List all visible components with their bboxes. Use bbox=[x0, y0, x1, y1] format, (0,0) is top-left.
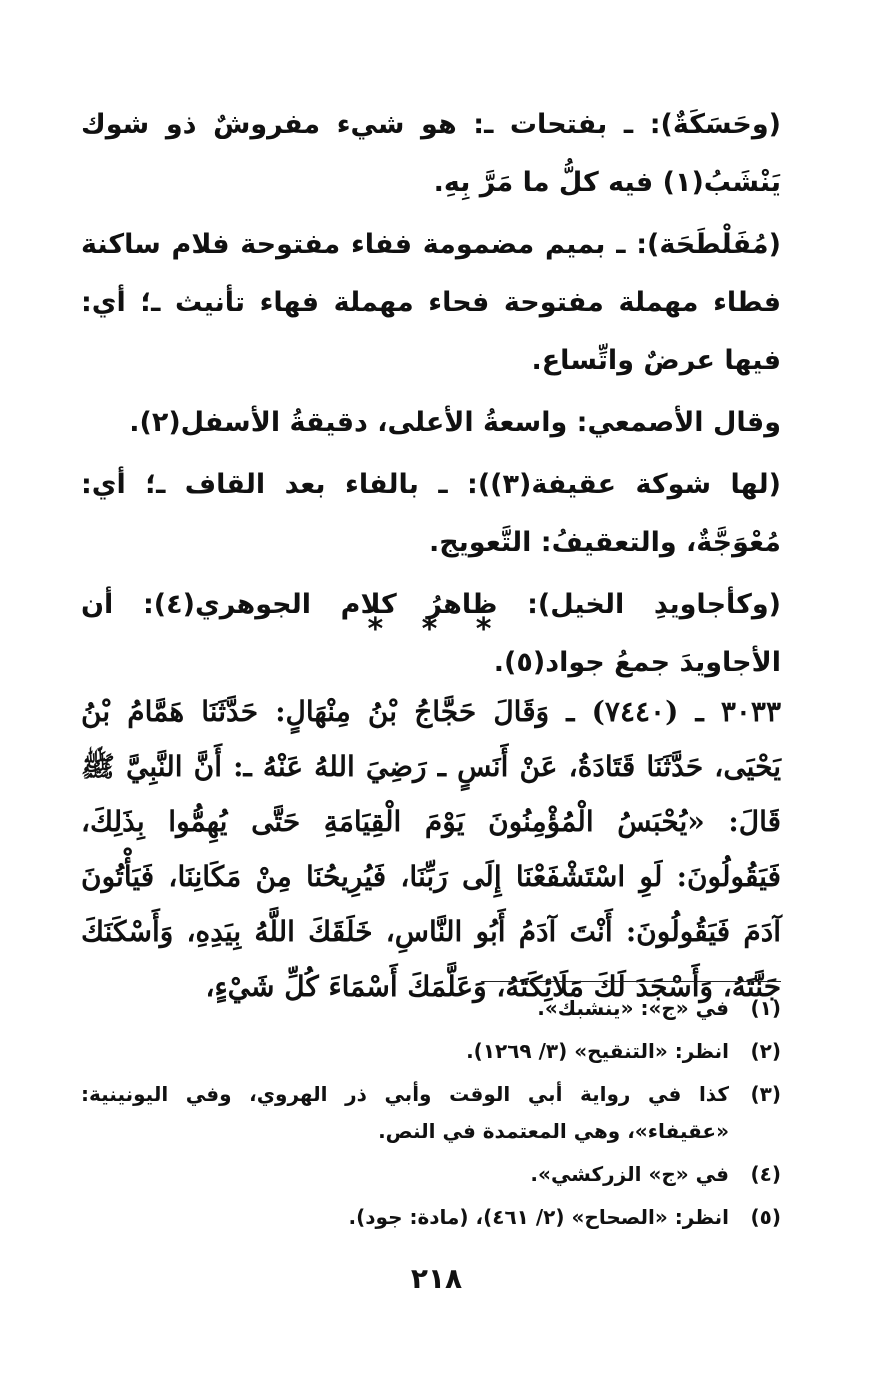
footnote-text: في «ج» الزركشي». bbox=[530, 1162, 729, 1186]
page-number: ٢١٨ bbox=[410, 1262, 463, 1295]
footnote-item bbox=[81, 1156, 781, 1193]
commentary-paragraph: (مُفَلْطَحَة): ـ بميم مضمومة ففاء مفتوحة فلام ساكنة فطاء مهملة مفتوحة فحاء مهملة فهاء تأنيث ـ؛ أي: فيها عرضٌ واتِّساع. bbox=[81, 229, 781, 376]
footnote-number: (٤) bbox=[750, 1162, 781, 1186]
footnote-text: انظر: «التنقيح» (٣/ ١٢٦٩). bbox=[466, 1039, 729, 1063]
footnote-item bbox=[81, 1033, 781, 1070]
section-separator: * * * bbox=[367, 612, 506, 647]
commentary-paragraph: (لها شوكة عقيفة(٣)): ـ بالفاء بعد القاف ـ؛ أي: مُعْوَجَّةٌ، والتعقيفُ: التَّعويج. bbox=[81, 469, 781, 558]
footnote-number: (٥) bbox=[750, 1205, 781, 1229]
commentary-paragraph: وقال الأصمعي: واسعةُ الأعلى، دقيقةُ الأسفل(٢). bbox=[129, 407, 781, 438]
footnote-text: كذا في رواية أبي الوقت وأبي ذر الهروي، وفي اليونينية: «عقيفاء»، وهي المعتمدة في النص. bbox=[81, 1082, 729, 1143]
footnote-number: (٣) bbox=[750, 1082, 781, 1106]
footnote-number: (١) bbox=[750, 996, 781, 1020]
commentary-section bbox=[81, 96, 781, 696]
footnotes-section bbox=[81, 990, 781, 1242]
footnote-item bbox=[81, 990, 781, 1027]
footnote-number: (٢) bbox=[750, 1039, 781, 1063]
commentary-paragraph: (وكأجاويدِ الخيل): ظاهرُ كلام الجوهري(٤): أن الأجاويدَ جمعُ جواد(٥). bbox=[81, 589, 781, 678]
footnote-divider bbox=[481, 981, 781, 982]
footnote-text: انظر: «الصحاح» (٢/ ٤٦١)، (مادة: جود). bbox=[348, 1205, 729, 1229]
footnote-item bbox=[81, 1076, 781, 1150]
hadith-text: ٣٠٣٣ ـ (٧٤٤٠) ـ وَقَالَ حَجَّاجُ بْنُ مِنْهَالٍ: حَدَّثَنَا هَمَّامُ بْنُ يَحْيَى، حَدَّثَنَا قَتَادَةُ، عَنْ أَنَسٍ ـ رَضِيَ اللهُ عَنْهُ ـ: أَنَّ النَّبِيَّ ﷺ قَالَ: «يُحْبَسُ الْمُؤْمِنُونَ يَوْمَ الْقِيَامَةِ حَتَّى يُهِمُّوا بِذَلِكَ، فَيَقُولُونَ: لَوِ اسْتَشْفَعْنَا إِلَى رَبِّنَا، فَيُرِيحُنَا مِنْ مَكَانِنَا، فَيَأْتُونَ آدَمَ فَيَقُولُونَ: أَنْتَ آدَمُ أَبُو النَّاسِ، خَلَقَكَ اللَّهُ بِيَدِهِ، وَأَسْكَنَكَ جَنَّتَهُ، وَأَسْجَدَ لَكَ مَلَائِكَتَهُ، وَعَلَّمَكَ أَسْمَاءَ كُلِّ شَيْءٍ، bbox=[81, 695, 782, 1003]
footnote-item bbox=[81, 1199, 781, 1236]
footnote-text: في «ج»: «ينشبك». bbox=[537, 996, 729, 1020]
commentary-paragraph: (وحَسَكَةٌ): ـ بفتحات ـ: هو شيء مفروشٌ ذو شوك يَنْشَبُ(١) فيه كلُّ ما مَرَّ بِهِ. bbox=[81, 109, 781, 198]
